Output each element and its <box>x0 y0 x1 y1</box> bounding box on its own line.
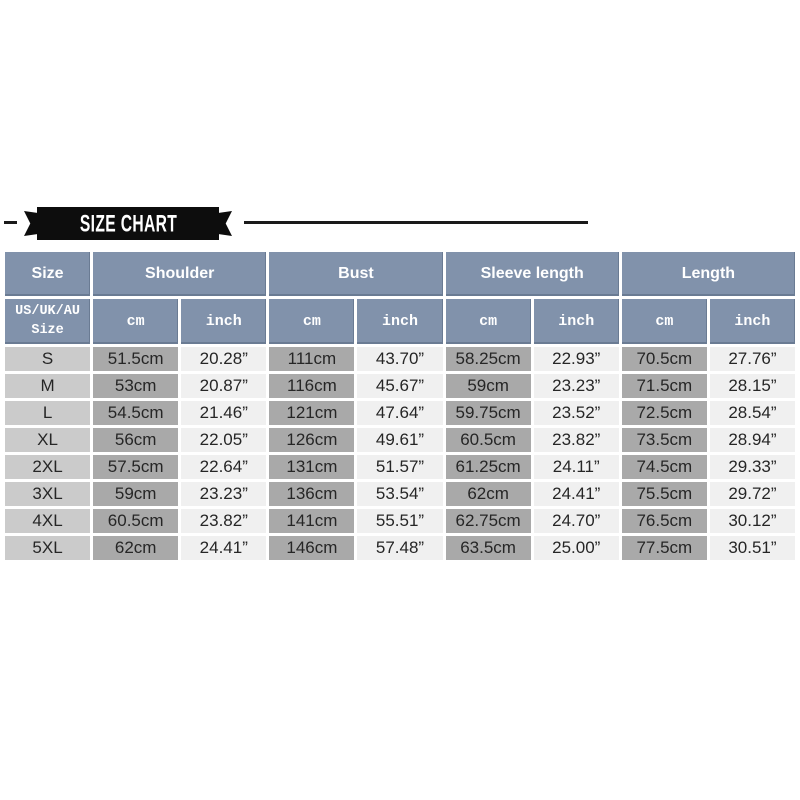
measurement-cell: 70.5cm <box>622 347 707 371</box>
measurement-cell: 58.25cm <box>446 347 531 371</box>
measurement-cell: 121cm <box>269 401 354 425</box>
size-label-cell: L <box>5 401 90 425</box>
banner-rule-line <box>244 221 588 224</box>
measurement-cell: 63.5cm <box>446 536 531 560</box>
measurement-cell: 51.57” <box>357 455 442 479</box>
measurement-cell: 25.00” <box>534 536 619 560</box>
measurement-cell: 75.5cm <box>622 482 707 506</box>
measurement-cell: 72.5cm <box>622 401 707 425</box>
measurement-cell: 76.5cm <box>622 509 707 533</box>
size-label-cell: 5XL <box>5 536 90 560</box>
measurement-cell: 21.46” <box>181 401 266 425</box>
measurement-cell: 59cm <box>93 482 178 506</box>
table-row <box>5 455 795 479</box>
measurement-cell: 49.61” <box>357 428 442 452</box>
measurement-cell: 20.87” <box>181 374 266 398</box>
measurement-cell: 57.5cm <box>93 455 178 479</box>
measurement-cell: 22.64” <box>181 455 266 479</box>
measurement-cell: 24.11” <box>534 455 619 479</box>
banner-title: SIZE CHART <box>79 209 177 237</box>
table-row <box>5 347 795 371</box>
unit-header-inch-5: inch <box>534 299 619 344</box>
measurement-cell: 59.75cm <box>446 401 531 425</box>
table-row <box>5 509 795 533</box>
measurement-cell: 28.54” <box>710 401 795 425</box>
measurement-cell: 51.5cm <box>93 347 178 371</box>
group-header-row <box>5 252 795 296</box>
measurement-cell: 29.72” <box>710 482 795 506</box>
unit-header-cm-2: cm <box>269 299 354 344</box>
measurement-cell: 62cm <box>93 536 178 560</box>
measurement-cell: 53cm <box>93 374 178 398</box>
column-group-size: Size <box>5 252 90 296</box>
measurement-cell: 23.52” <box>534 401 619 425</box>
measurement-cell: 116cm <box>269 374 354 398</box>
measurement-cell: 57.48” <box>357 536 442 560</box>
ribbon-right-tail-icon <box>218 211 232 236</box>
measurement-cell: 27.76” <box>710 347 795 371</box>
size-chart-table <box>2 249 798 563</box>
size-chart-ribbon <box>37 207 219 240</box>
measurement-cell: 126cm <box>269 428 354 452</box>
measurement-cell: 60.5cm <box>93 509 178 533</box>
measurement-cell: 55.51” <box>357 509 442 533</box>
measurement-cell: 24.41” <box>181 536 266 560</box>
measurement-cell: 28.94” <box>710 428 795 452</box>
ribbon-left-tail-icon <box>24 211 38 236</box>
measurement-cell: 53.54” <box>357 482 442 506</box>
measurement-cell: 28.15” <box>710 374 795 398</box>
table-row <box>5 536 795 560</box>
measurement-cell: 73.5cm <box>622 428 707 452</box>
measurement-cell: 23.23” <box>181 482 266 506</box>
measurement-cell: 136cm <box>269 482 354 506</box>
corner-size-standard-label: US/UK/AU Size <box>5 299 90 344</box>
measurement-cell: 54.5cm <box>93 401 178 425</box>
size-label-cell: M <box>5 374 90 398</box>
size-label-cell: 3XL <box>5 482 90 506</box>
unit-header-cm-6: cm <box>622 299 707 344</box>
measurement-cell: 61.25cm <box>446 455 531 479</box>
measurement-cell: 71.5cm <box>622 374 707 398</box>
unit-header-inch-1: inch <box>181 299 266 344</box>
measurement-cell: 23.82” <box>534 428 619 452</box>
table-row <box>5 374 795 398</box>
unit-header-row <box>5 299 795 344</box>
measurement-cell: 23.23” <box>534 374 619 398</box>
measurement-cell: 62cm <box>446 482 531 506</box>
table-row <box>5 428 795 452</box>
measurement-cell: 22.93” <box>534 347 619 371</box>
column-group-length: Length <box>622 252 795 296</box>
column-group-shoulder: Shoulder <box>93 252 266 296</box>
measurement-cell: 59cm <box>446 374 531 398</box>
size-label-cell: 2XL <box>5 455 90 479</box>
measurement-cell: 60.5cm <box>446 428 531 452</box>
measurement-cell: 47.64” <box>357 401 442 425</box>
measurement-cell: 146cm <box>269 536 354 560</box>
size-label-cell: S <box>5 347 90 371</box>
measurement-cell: 111cm <box>269 347 354 371</box>
measurement-cell: 23.82” <box>181 509 266 533</box>
column-group-bust: Bust <box>269 252 442 296</box>
measurement-cell: 24.70” <box>534 509 619 533</box>
measurement-cell: 77.5cm <box>622 536 707 560</box>
measurement-cell: 30.51” <box>710 536 795 560</box>
measurement-cell: 74.5cm <box>622 455 707 479</box>
unit-header-cm-0: cm <box>93 299 178 344</box>
measurement-cell: 20.28” <box>181 347 266 371</box>
table-row <box>5 401 795 425</box>
measurement-cell: 45.67” <box>357 374 442 398</box>
measurement-cell: 24.41” <box>534 482 619 506</box>
measurement-cell: 30.12” <box>710 509 795 533</box>
measurement-cell: 29.33” <box>710 455 795 479</box>
measurement-cell: 22.05” <box>181 428 266 452</box>
size-label-cell: 4XL <box>5 509 90 533</box>
measurement-cell: 56cm <box>93 428 178 452</box>
unit-header-inch-7: inch <box>710 299 795 344</box>
measurement-cell: 131cm <box>269 455 354 479</box>
table-row <box>5 482 795 506</box>
banner-left-dash <box>4 221 17 224</box>
measurement-cell: 62.75cm <box>446 509 531 533</box>
unit-header-cm-4: cm <box>446 299 531 344</box>
unit-header-inch-3: inch <box>357 299 442 344</box>
size-chart-table-container <box>0 249 800 563</box>
column-group-sleeve-length: Sleeve length <box>446 252 619 296</box>
measurement-cell: 141cm <box>269 509 354 533</box>
measurement-cell: 43.70” <box>357 347 442 371</box>
size-label-cell: XL <box>5 428 90 452</box>
